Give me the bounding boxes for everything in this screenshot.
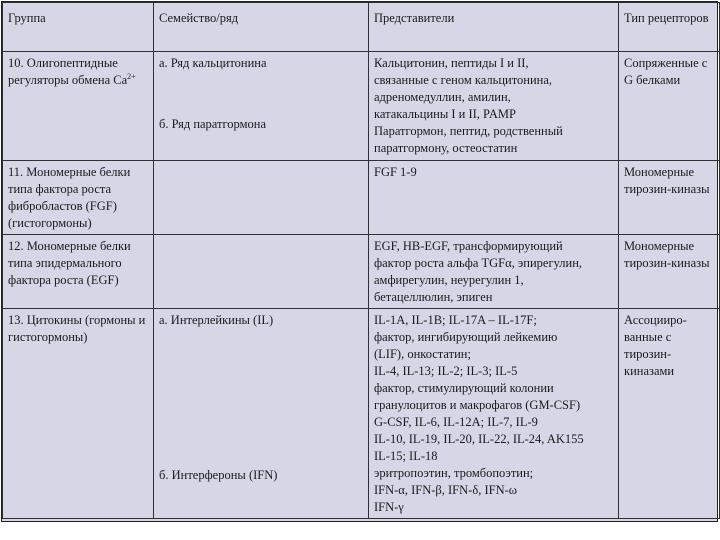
representative-line: IL-4, IL-13; IL-2; IL-3; IL-5 xyxy=(374,364,518,378)
header-representatives: Представители xyxy=(369,3,619,52)
representative-line: FGF 1-9 xyxy=(374,165,417,179)
representative-line: Паратгормон, пептид, родственный xyxy=(374,124,563,138)
representative-line: эритропоэтин, тромбопоэтин; xyxy=(374,466,534,480)
representative-line: IFN-α, IFN-β, IFN-δ, IFN-ω xyxy=(374,483,517,497)
family-cell xyxy=(154,309,369,519)
group-cell: 12. Мономерные белки типа эпидермального фактора роста (EGF) xyxy=(3,235,154,309)
table-row xyxy=(3,52,720,161)
representative-line: связанные с геном кальцитонина, xyxy=(374,73,553,87)
header-family: Семейство/ряд xyxy=(154,3,369,52)
representatives-cell xyxy=(369,161,619,235)
representative-line: адреномедуллин, амилин, xyxy=(374,90,511,104)
representative-line: катакальцины I и II, PAMP xyxy=(374,107,516,121)
table-row xyxy=(3,161,720,235)
family-item: б. Ряд паратгормона xyxy=(159,117,267,131)
representative-line: EGF, HB-EGF, трансформирующий xyxy=(374,239,563,253)
representative-line: фактор, стимулирующий колонии xyxy=(374,381,554,395)
group-cell: 11. Мономерные белки типа фактора роста фибробластов (FGF) (гистогормоны) xyxy=(3,161,154,235)
representative-line: бетацеллюлин, эпиген xyxy=(374,290,493,304)
receptor-cell: Ассоцииро-ванные с тирозин-киназами xyxy=(619,309,720,519)
family-cell xyxy=(154,52,369,161)
family-item: а. Интерлейкины (IL) xyxy=(159,313,274,327)
representative-line: IL-10, IL-19, IL-20, IL-22, IL-24, AK155 xyxy=(374,432,584,446)
representative-line: паратгормону, остеостатин xyxy=(374,141,518,155)
receptor-cell: Мономерные тирозин-киназы xyxy=(619,235,720,309)
representative-line: IFN-γ xyxy=(374,500,404,514)
group-text: 10. Олигопептидные регуляторы обмена Ca xyxy=(8,56,128,87)
family-cell xyxy=(154,235,369,309)
representative-line: фактор, ингибирующий лейкемию xyxy=(374,330,558,344)
family-cell xyxy=(154,161,369,235)
group-superscript: 2+ xyxy=(127,71,136,81)
representative-line: фактор роста альфа TGFα, эпирегулин, xyxy=(374,256,583,270)
family-item: б. Интерфероны (IFN) xyxy=(159,468,278,482)
table-row xyxy=(3,235,720,309)
header-row xyxy=(3,3,720,52)
hormone-classification-table xyxy=(1,1,718,522)
representative-line: гранулоцитов и макрофагов (GM-CSF) xyxy=(374,398,581,412)
representatives-cell xyxy=(369,309,619,519)
representative-line: IL-1A, IL-1B; IL-17A – IL-17F; xyxy=(374,313,537,327)
group-cell xyxy=(3,52,154,161)
group-cell: 13. Цитокины (гормоны и гистогормоны) xyxy=(3,309,154,519)
representatives-cell xyxy=(369,235,619,309)
representative-line: амфирегулин, неурегулин 1, xyxy=(374,273,524,287)
receptor-cell: Мономерные тирозин-киназы xyxy=(619,161,720,235)
receptor-cell: Сопряженные с G белками xyxy=(619,52,720,161)
representative-line: Кальцитонин, пептиды I и II, xyxy=(374,56,529,70)
table-row xyxy=(3,309,720,519)
representative-line: G-CSF, IL-6, IL-12A; IL-7, IL-9 xyxy=(374,415,538,429)
representative-line: IL-15; IL-18 xyxy=(374,449,438,463)
header-receptor-type: Тип рецепторов xyxy=(619,3,720,52)
representative-line: (LIF), онкостатин; xyxy=(374,347,471,361)
representatives-cell xyxy=(369,52,619,161)
family-item: а. Ряд кальцитонина xyxy=(159,56,267,70)
header-group: Группа xyxy=(3,3,154,52)
